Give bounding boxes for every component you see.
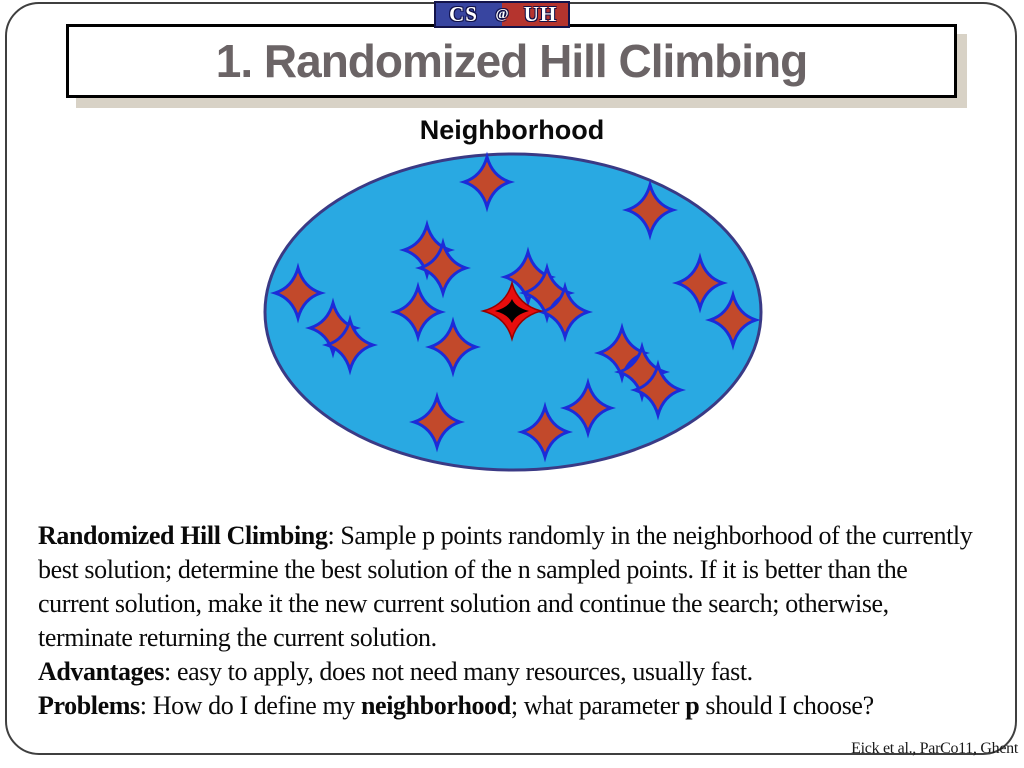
slide-title: 1. Randomized Hill Climbing: [215, 35, 808, 87]
body-line: [38, 655, 972, 689]
body-text-bold: Advantages: [38, 657, 165, 686]
csuh-logo: [434, 1, 570, 28]
title-box: [66, 24, 957, 98]
body-text-bold: Problems: [38, 691, 140, 720]
body-text-run: : How do I define my: [139, 691, 361, 720]
body-text-bold: Randomized Hill Climbing: [38, 521, 328, 550]
body-line: [38, 553, 972, 587]
body-line: [38, 519, 972, 553]
body-text: [38, 519, 972, 723]
logo-at-segment: @: [491, 3, 513, 26]
body-line: [38, 587, 972, 621]
body-text-run: terminate returning the current solution.: [38, 623, 437, 652]
neighborhood-label: Neighborhood: [419, 115, 605, 145]
body-text-run: : Sample p points randomly in the neighborhood of the currently: [327, 521, 973, 550]
body-text-run: : easy to apply, does not need many resources, usually fast.: [164, 657, 753, 686]
body-line: [38, 689, 972, 723]
body-text-run: should I choose?: [699, 691, 874, 720]
logo-cs-segment: CS: [436, 3, 491, 26]
footer-citation: Eick et al., ParCo11, Ghent: [851, 740, 1018, 757]
body-line: [38, 621, 972, 655]
body-text-run: best solution; determine the best solution of the n sampled points. If it is better than the: [38, 555, 908, 584]
logo-uh-segment: UH: [513, 3, 568, 26]
body-text-run: current solution, make it the new current solution and continue the search; otherwise,: [38, 589, 889, 618]
body-text-bold: neighborhood: [361, 691, 511, 720]
body-text-bold: p: [685, 691, 700, 720]
body-text-run: ; what parameter: [510, 691, 686, 720]
